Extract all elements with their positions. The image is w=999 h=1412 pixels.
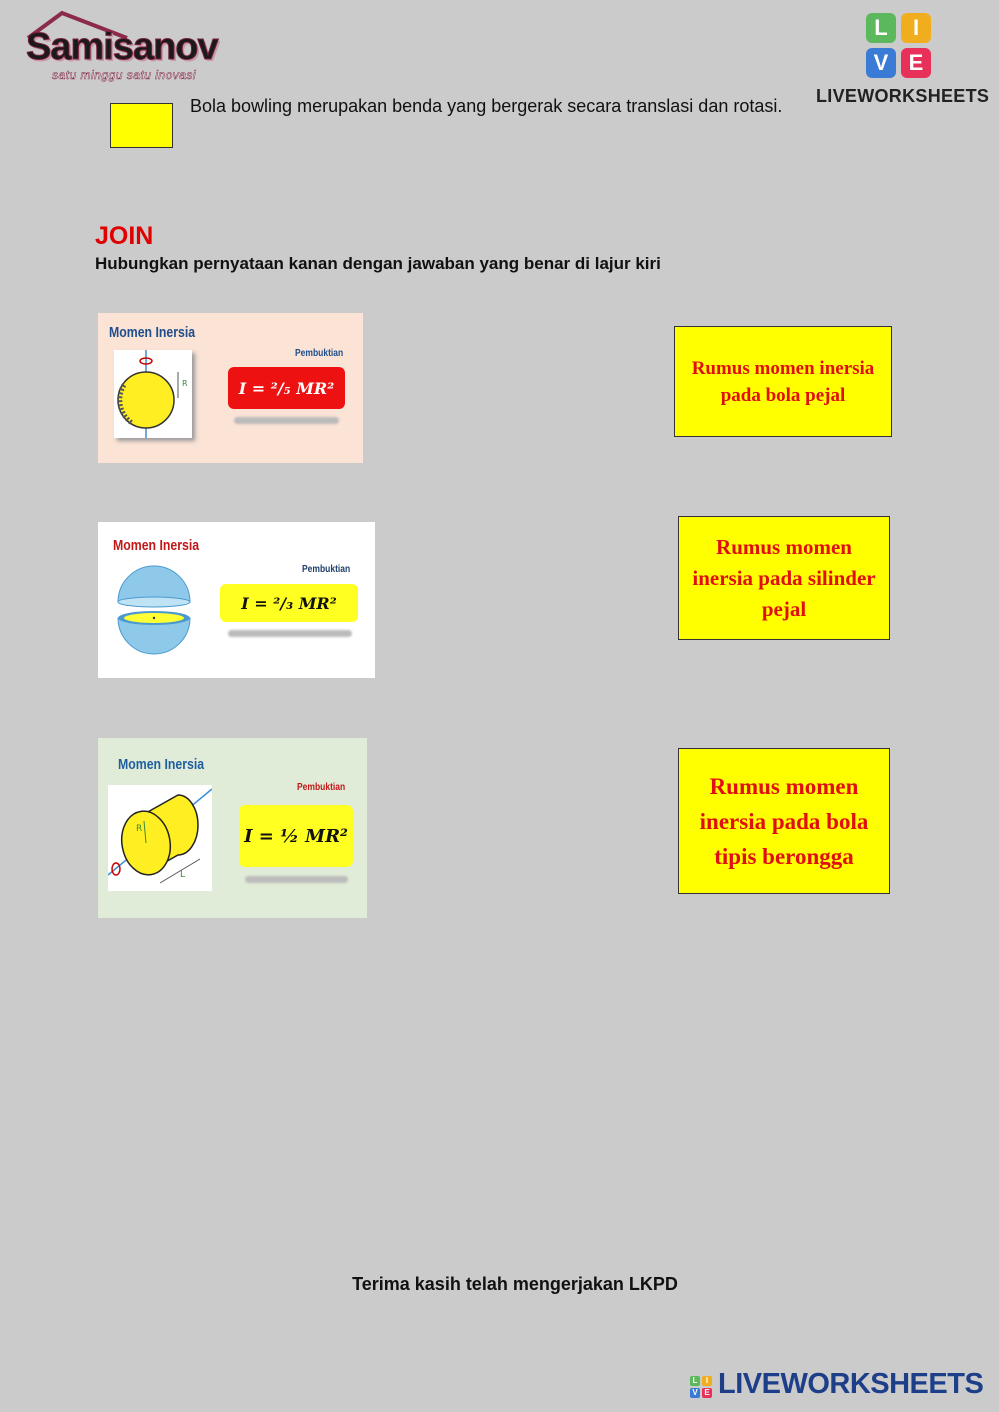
formula-box: I = ²/₅ MR² xyxy=(228,367,345,409)
samisanov-wordmark: Samisanov xyxy=(26,26,218,68)
formula-card-solid-cylinder[interactable] xyxy=(98,738,367,918)
formula-shadow xyxy=(234,417,339,424)
footer-tile-v: V xyxy=(690,1388,700,1398)
formula-shadow xyxy=(245,876,348,883)
liveworksheets-logo xyxy=(816,10,990,110)
footer-tile-l: L xyxy=(690,1376,700,1386)
samisanov-tagline: satu minggu satu inovasi xyxy=(52,68,197,82)
card-title: Momen Inersia xyxy=(113,537,200,554)
radius-label: R xyxy=(182,379,188,388)
solid-sphere-icon xyxy=(114,350,192,438)
join-title: JOIN xyxy=(95,222,154,250)
hollow-sphere-icon xyxy=(116,562,196,658)
formula-card-solid-sphere[interactable] xyxy=(98,313,363,463)
card-subtitle: Pembuktian xyxy=(302,564,351,575)
card-subtitle: Pembuktian xyxy=(297,782,346,793)
formula-box: I = ²/₃ MR² xyxy=(220,584,358,622)
liveworksheets-wordmark: LIVEWORKSHEETS xyxy=(816,86,990,106)
answer-box-1[interactable]: Rumus momen inersia pada bola pejal xyxy=(674,326,892,437)
logo-tile-i: I xyxy=(901,13,931,43)
statement-answer-box[interactable] xyxy=(110,103,173,148)
solid-cylinder-icon xyxy=(108,785,212,891)
formula-shadow xyxy=(228,630,352,637)
footer-tile-i: I xyxy=(702,1376,712,1386)
formula-box: I = ½ MR² xyxy=(239,805,353,867)
cylinder-figure xyxy=(108,785,212,891)
answer-box-2[interactable]: Rumus momen inersia pada silinder pejal xyxy=(678,516,890,640)
card-title: Momen Inersia xyxy=(118,756,205,773)
thanks-message: Terima kasih telah mengerjakan LKPD xyxy=(352,1274,678,1294)
answer-box-3[interactable]: Rumus momen inersia pada bola tipis berongga xyxy=(678,748,890,894)
length-label: L xyxy=(180,870,186,880)
formula-card-hollow-sphere[interactable] xyxy=(98,522,375,678)
footer-tile-e: E xyxy=(702,1388,712,1398)
logo-tile-e: E xyxy=(901,48,931,78)
card-title: Momen Inersia xyxy=(109,324,196,341)
radius-label: R xyxy=(136,824,143,834)
logo-tile-v: V xyxy=(866,48,896,78)
logo-tile-l: L xyxy=(866,13,896,43)
sphere-figure xyxy=(114,350,192,438)
samisanov-logo xyxy=(22,10,252,88)
join-instruction: Hubungkan pernyataan kanan dengan jawaban yang benar di lajur kiri xyxy=(95,254,661,273)
card-subtitle: Pembuktian xyxy=(295,348,344,359)
statement-text: Bola bowling merupakan benda yang bergerak secara translasi dan rotasi. xyxy=(190,96,783,116)
footer-wordmark: LIVEWORKSHEETS xyxy=(718,1368,984,1400)
